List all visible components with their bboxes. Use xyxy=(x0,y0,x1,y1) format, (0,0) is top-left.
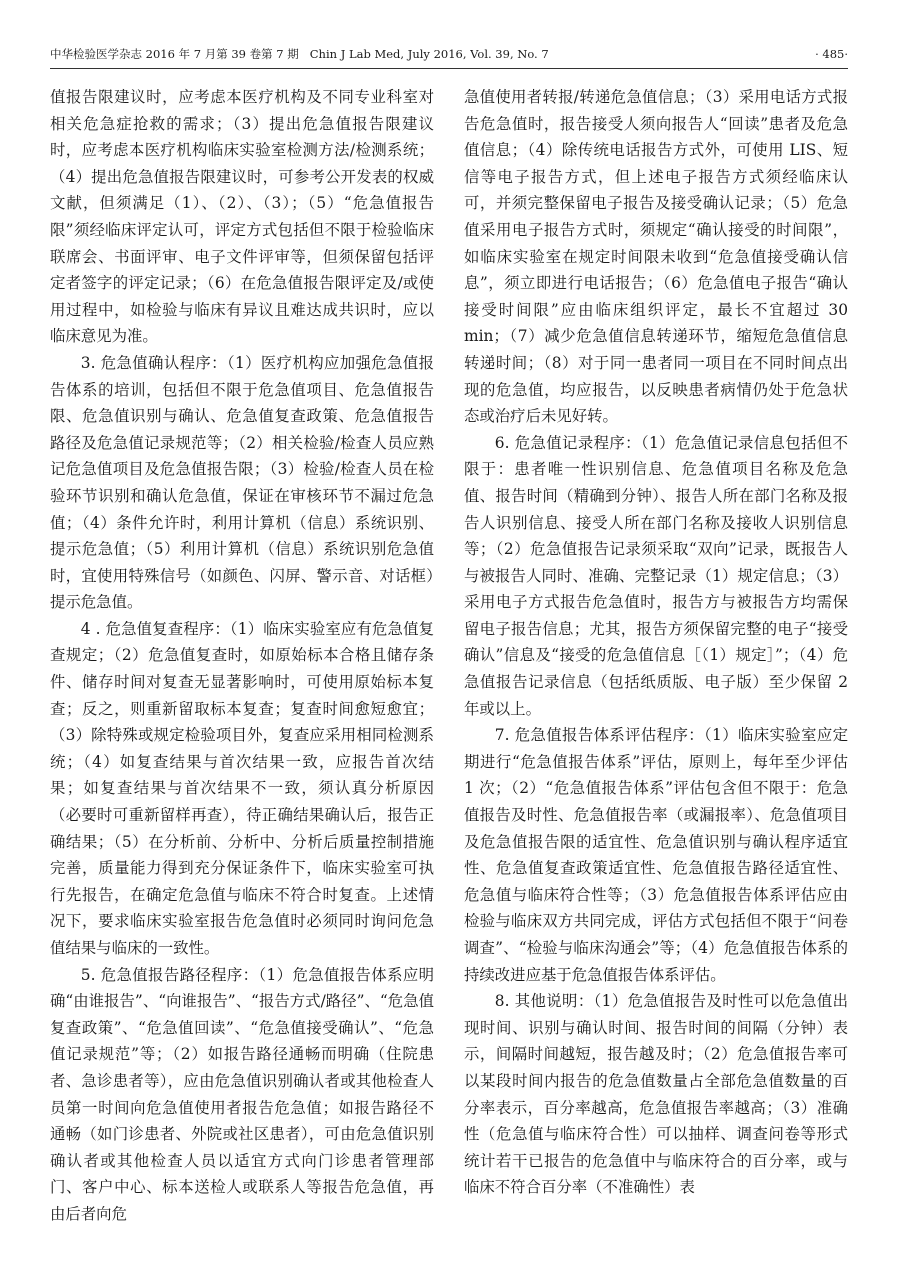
paragraph: 6. 危急值记录程序：（1）危急值记录信息包括但不限于：患者唯一性识别信息、危急值项目名称及危急值、报告时间（精确到分钟）、报告人所在部门名称及报告人识别信息、接受人所在部门名称及接收人识别信息等；（2）危急值报告记录须采取“双向”记录，既报告人与被报告人同时、准确、完整记录（1）规定信息；（3）采用电子方式报告危急值时，报告方与被报告方均需保留电子报告信息；尤其，报告方须保留完整的电子“接受确认”信息及“接受的危急值信息［（1）规定］”；（4）危急值报告记录信息（包括纸质版、电子版）至少保留 2 年或以上。 xyxy=(464,433,848,718)
paragraph: 急值使用者转报/转递危急值信息；（3）采用电话方式报告危急值时，报告接受人须向报告人“回读”患者及危急值信息；（4）除传统电话报告方式外，可使用 LIS、短信等电子报告方式，但上述电子报告方式须经临床认可，并须完整保留电子报告及接受确认记录；（5）危急值采用电子报告方式时，须规定“确认接受的时间限”，如临床实验室在规定时间限未收到“危急值接受确认信息”，须立即进行电话报告；（6）危急值电子报告“确认接受时间限”应由临床组织评定，最长不宜超过 30 min；（7）减少危急值信息转递环节，缩短危急值信息转递时间；（8）对于同一患者同一项目在不同时间点出现的危急值，均应报告，以反映患者病情仍处于危急状态或治疗后未见好转。 xyxy=(464,88,848,426)
journal-title-en: Chin J Lab Med, July 2016, Vol. 39, No. 7 xyxy=(309,47,549,61)
paragraph: 3. 危急值确认程序：（1）医疗机构应加强危急值报告体系的培训，包括但不限于危急值项目、危急值报告限、危急值识别与确认、危急值复查政策、危急值报告路径及危急值记录规范等；（2）相关检验/检查人员应熟记危急值项目及危急值报告限；（3）检验/检查人员在检验环节识别和确认危急值，保证在审核环节不漏过危急值；（4）条件允许时，利用计算机（信息）系统识别、提示危急值；（5）利用计算机（信息）系统识别危急值时，宜使用特殊信号（如颜色、闪屏、警示音、对话框）提示危急值。 xyxy=(50,353,434,612)
running-head xyxy=(50,44,848,69)
paragraph: 值报告限建议时，应考虑本医疗机构及不同专业科室对相关危急症抢救的需求；（3）提出危急值报告限建议时，应考虑本医疗机构临床实验室检测方法/检测系统；（4）提出危急值报告限建议时，可参考公开发表的权威文献，但须满足（1）、（2）、（3）；（5）“危急值报告限”须经临床评定认可，评定方式包括但不限于检验临床联席会、书面评审、电子文件评审等，但须保留包括评定者签字的评定记录；（6）在危急值报告限评定及/或使用过程中，如检验与临床有异议且难达成共识时，应以临床意见为准。 xyxy=(50,88,434,346)
page-number: · 485· xyxy=(815,47,848,61)
journal-title-cn: 中华检验医学杂志 2016 年 7 月第 39 卷第 7 期 xyxy=(50,47,299,61)
paragraph: 8. 其他说明：（1）危急值报告及时性可以危急值出现时间、识别与确认时间、报告时间的间隔（分钟）表示，间隔时间越短，报告越及时；（2）危急值报告率可以某段时间内报告的危急值数量占全部危急值数量的百分率表示，百分率越高，危急值报告率越高；（3）准确性（危急值与临床符合性）可以抽样、调查问卷等形式统计若干已报告的危急值中与临床符合的百分率，或与临床不符合百分率（不准确性）表 xyxy=(464,992,848,1197)
right-column xyxy=(464,84,848,1201)
paragraph: 5. 危急值报告路径程序：（1）危急值报告体系应明确“由谁报告”、“向谁报告”、“报告方式/路径”、“危急值复查政策”、“危急值回读”、“危急值接受确认”、“危急值记录规范”等；（2）如报告路径通畅而明确（住院患者、急诊患者等），应由危急值识别确认者或其他检查人员第一时间向危急值使用者报告危急值；如报告路径不通畅（如门诊患者、外院或社区患者），可由危急值识别确认者或其他检查人员以适宜方式向门诊患者管理部门、客户中心、标本送检人或联系人等报告危急值，再由后者向危 xyxy=(50,965,434,1223)
paragraph: 4 . 危急值复查程序：（1）临床实验室应有危急值复查规定；（2）危急值复查时，如原始标本合格且储存条件、储存时间对复查无显著影响时，可使用原始标本复查；反之，则重新留取标本复查；复查时间愈短愈宜；（3）除特殊或规定检验项目外，复查应采用相同检测系统；（4）如复查结果与首次结果一致，应报告首次结果；如复查结果与首次结果不一致，须认真分析原因（必要时可重新留样再查），待正确结果确认后，报告正确结果；（5）在分析前、分析中、分析后质量控制措施完善，质量能力得到充分保证条件下，临床实验室可执行先报告，在确定危急值与临床不符合时复查。上述情况下，要求临床实验室报告危急值时必须同时询问危急值结果与临床的一致性。 xyxy=(50,619,434,957)
left-column xyxy=(50,84,434,1228)
paragraph: 7. 危急值报告体系评估程序：（1）临床实验室应定期进行“危急值报告体系”评估，原则上，每年至少评估 1 次；（2）“危急值报告体系”评估包含但不限于：危急值报告及时性、危急值报告率（或漏报率）、危急值项目及危急值报告限的适宜性、危急值识别与确认程序适宜性、危急值复查政策适宜性、危急值报告路径适宜性、危急值与临床符合性等；（3）危急值报告体系评估应由检验与临床双方共同完成，评估方式包括但不限于“问卷调查”、“检验与临床沟通会”等；（4）危急值报告体系的持续改进应基于危急值报告体系评估。 xyxy=(464,726,848,984)
journal-citation xyxy=(50,44,549,64)
